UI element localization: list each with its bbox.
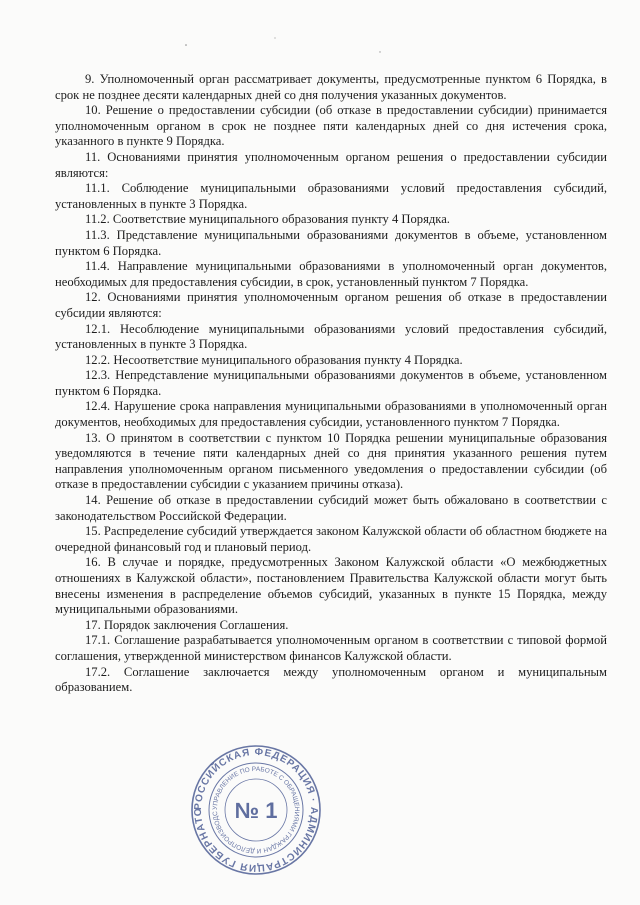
paragraph-11-4: 11.4. Направление муниципальными образованиями в уполномоченный орган документов, необходимых для предоставления субсидии, в срок, установленный пунктом 7 Порядка. — [55, 259, 607, 289]
paragraph-17-1: 17.1. Соглашение разрабатывается уполномоченным органом в соответствии с типовой формой соглашения, утвержденной министерством финансов Калужской области. — [55, 633, 607, 663]
paragraph-12-4: 12.4. Нарушение срока направления муниципальными образованиями в уполномоченный орган документов, необходимых для предоставления субсидии, установленного пунктом 7 Порядка. — [55, 399, 607, 430]
seal-inner-text: УПРАВЛЕНИЕ ПО РАБОТЕ С ОБРАЩЕНИЯМИ ГРАЖДАН И ДЕЛОПРОИЗВОДС — [211, 765, 301, 855]
document-body — [55, 72, 607, 696]
paragraph-11-2: 11.2. Соответствие муниципального образования пункту 4 Порядка. — [85, 212, 450, 227]
paragraph-12: 12. Основаниями принятия уполномоченным органом решения об отказе в предоставлении субсидии являются: — [55, 290, 607, 320]
seal-graphic — [188, 742, 324, 878]
paragraph-12-2: 12.2. Несоответствие муниципального образования пункту 4 Порядка. — [85, 352, 463, 367]
paragraph-12-3: 12.3. Непредставление муниципальными образованиями документов в объеме, установленном пунктом 6 Порядка. — [55, 368, 607, 398]
paragraph-15: 15. Распределение субсидий утверждается законом Калужской области об областном бюджете на очередной финансовый год и плановый период. — [55, 524, 607, 554]
paragraph-16: 16. В случае и порядке, предусмотренных Законом Калужской области «О межбюджетных отношениях в Калужской области», постановлением Правительства Калужской области могут быть внесены изменения в распределение объемов субсидий, указанных в пункте 15 Порядка, между муниципальными образованиями. — [55, 555, 607, 617]
paragraph-9: 9. Уполномоченный орган рассматривает документы, предусмотренные пунктом 6 Порядка, в срок не позднее десяти календарных дней со дня получения указанных документов. — [55, 72, 607, 102]
paragraph-12-1: 12.1. Несоблюдение муниципальными образованиями условий предоставления субсидий, установленных в пункте 3 Порядка. — [55, 321, 607, 352]
seal-outer-text: РОССИЙСКАЯ ФЕДЕРАЦИЯ · АДМИНИСТРАЦИЯ ГУБЕРНАТО — [192, 746, 320, 874]
seal-number: № 1 — [234, 798, 278, 823]
paragraph-11-1: 11.1. Соблюдение муниципальными образованиями условий предоставления субсидий, установленных в пункте 3 Порядка. — [55, 181, 607, 211]
paragraph-11-3: 11.3. Представление муниципальными образованиями документов в объеме, установленном пунктом 6 Порядка. — [55, 227, 607, 258]
paragraph-17-2: 17.2. Соглашение заключается между уполномоченным органом и муниципальным образованием. — [55, 664, 607, 695]
paragraph-10: 10. Решение о предоставлении субсидии (об отказе в предоставлении субсидии) принимается уполномоченным органом в срок не позднее пяти календарных дней со дня истечения срока, указанного в пункте 9 Порядка. — [55, 103, 607, 149]
paragraph-14: 14. Решение об отказе в предоставлении субсидий может быть обжаловано в соответствии с законодательством Российской Федерации. — [55, 493, 607, 523]
paragraph-17: 17. Порядок заключения Соглашения. — [85, 617, 289, 632]
paragraph-11: 11. Основаниями принятия уполномоченным органом решения о предоставлении субсидии являются: — [55, 149, 607, 180]
paragraph-13: 13. О принятом в соответствии с пунктом 10 Порядка решении муниципальные образования уведомляются в течение пяти календарных дней со дня принятия указанного решения путем направления уполномоченным органом письменного уведомления о предоставлении субсидии (об отказе в предоставлении субсидии с указанием причины отказа). — [55, 430, 607, 492]
official-seal — [188, 742, 324, 878]
